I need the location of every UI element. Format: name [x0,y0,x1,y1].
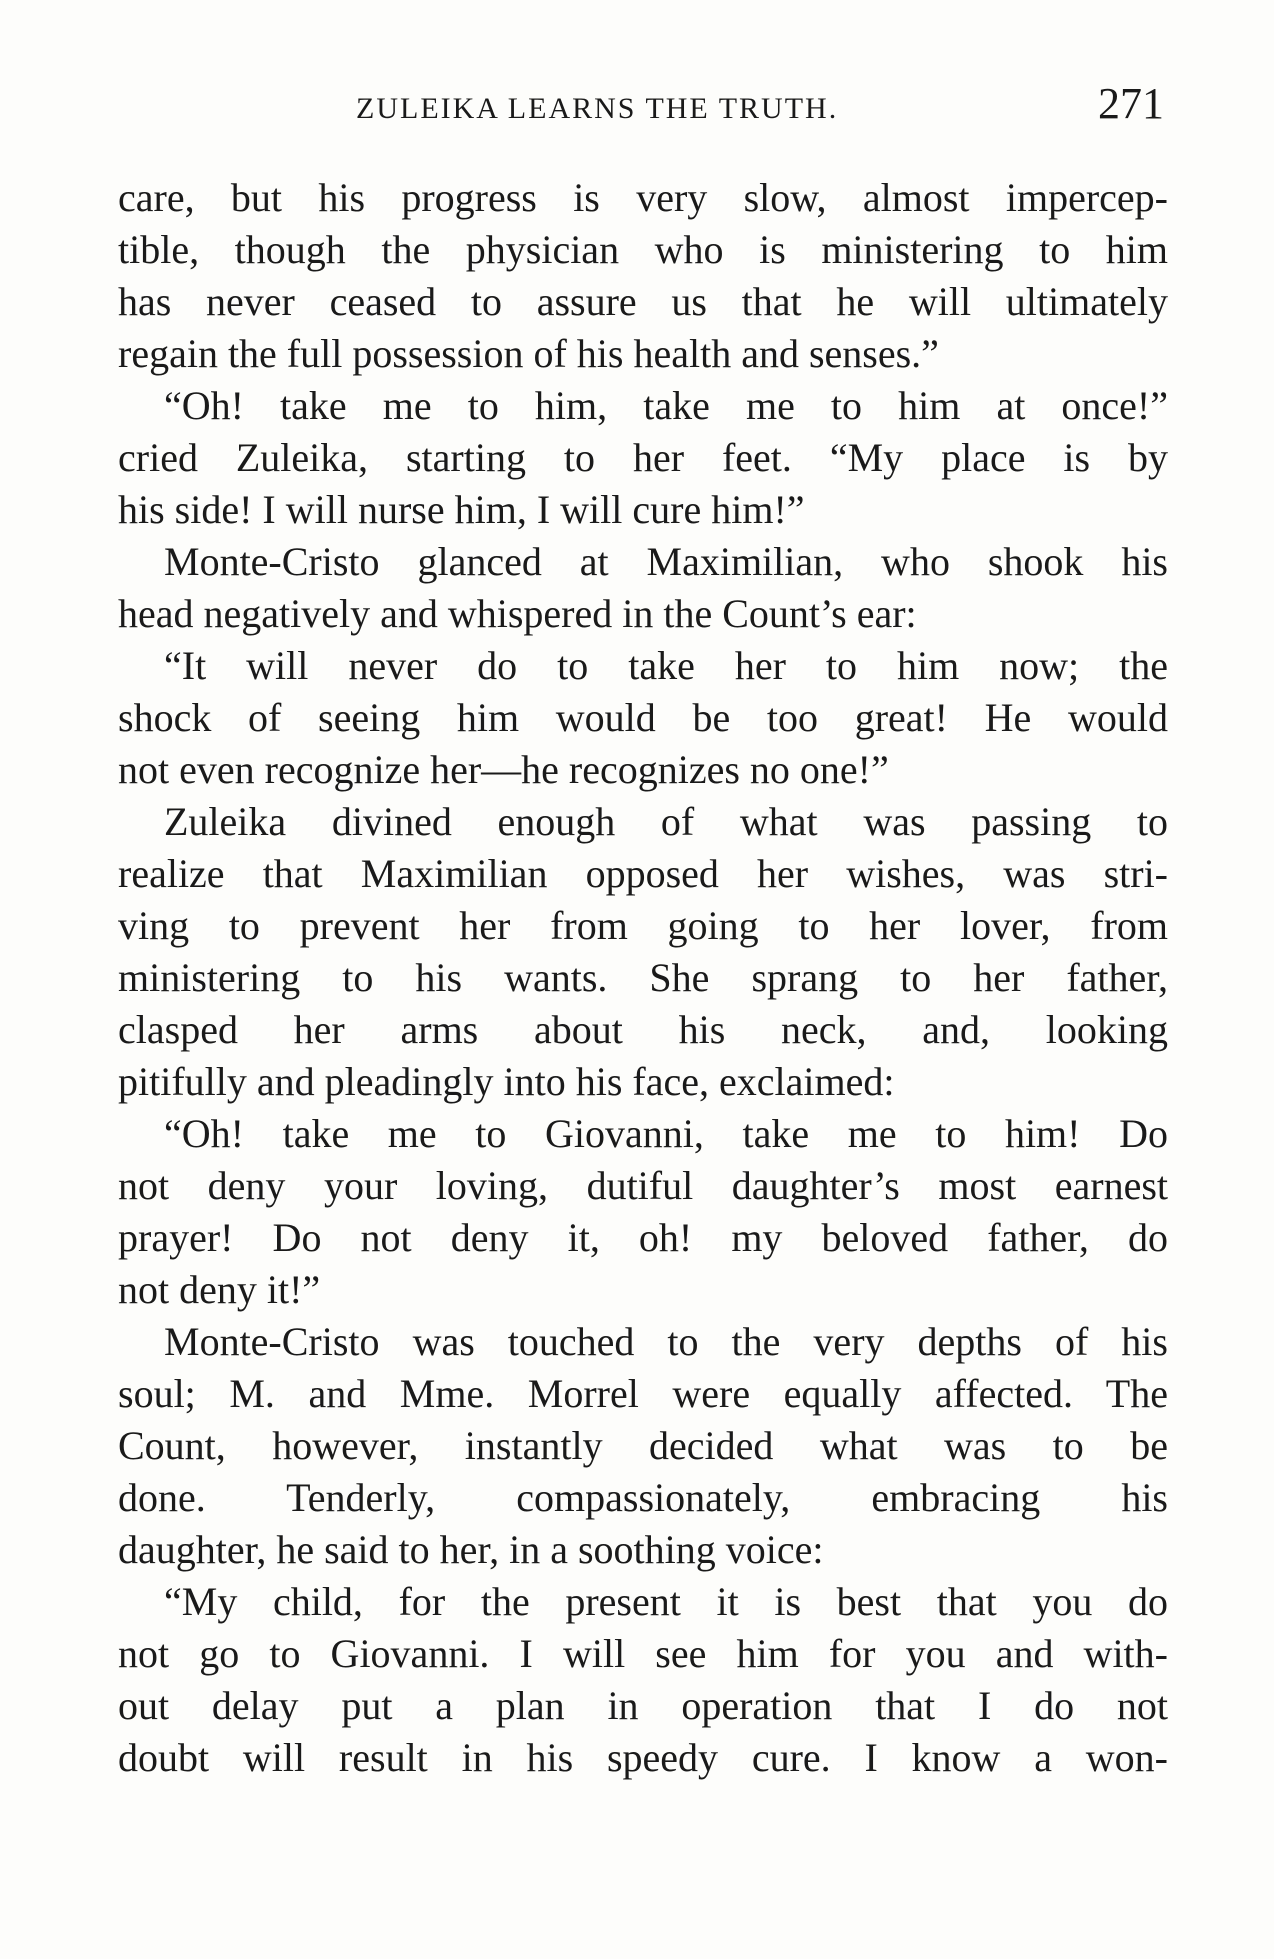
text-line: “Oh! take me to him, take me to him at once!” [164,383,1168,428]
text-line: head negatively and whispered in the Count’s ear: [118,591,917,636]
text-line: soul; M. and Mme. Morrel were equally affected. The [118,1371,1168,1416]
text-line: prayer! Do not deny it, oh! my beloved father, do [118,1215,1168,1260]
text-line: Zuleika divined enough of what was passing to [164,799,1168,844]
running-head [118,78,1168,138]
text-line: “Oh! take me to Giovanni, take me to him! Do [164,1111,1168,1156]
text-line: realize that Maximilian opposed her wishes, was stri- [118,851,1168,896]
text-line: ministering to his wants. She sprang to her father, [118,955,1168,1000]
text-line: “My child, for the present it is best that you do [164,1579,1168,1624]
text-line: tible, though the physician who is ministering to him [118,227,1168,272]
text-line: has never ceased to assure us that he will ultimately [118,279,1168,324]
text-line: out delay put a plan in operation that I do not [118,1683,1168,1728]
text-line: pitifully and pleadingly into his face, exclaimed: [118,1059,895,1104]
text-line: ving to prevent her from going to her lover, from [118,903,1168,948]
text-line: clasped her arms about his neck, and, looking [118,1007,1168,1052]
body-text [118,172,1168,1784]
text-line: not deny your loving, dutiful daughter’s most earnest [118,1163,1168,1208]
text-line: not go to Giovanni. I will see him for you and with- [118,1631,1168,1676]
running-title: ZULEIKA LEARNS THE TRUTH. [356,92,839,125]
text-line: done. Tenderly, compassionately, embracing his [118,1475,1168,1520]
text-line: Monte-Cristo glanced at Maximilian, who shook his [164,539,1168,584]
text-line: cried Zuleika, starting to her feet. “My place is by [118,435,1168,480]
text-line: not even recognize her—he recognizes no one!” [118,747,889,792]
text-line: doubt will result in his speedy cure. I know a won- [118,1735,1168,1780]
text-line: not deny it!” [118,1267,321,1312]
page-number: 271 [1098,79,1164,128]
text-line: “It will never do to take her to him now; the [164,643,1168,688]
text-line: shock of seeing him would be too great! He would [118,695,1168,740]
text-line: his side! I will nurse him, I will cure him!” [118,487,805,532]
text-line: regain the full possession of his health and senses.” [118,331,939,376]
text-line: Monte-Cristo was touched to the very depths of his [164,1319,1168,1364]
text-line: daughter, he said to her, in a soothing voice: [118,1527,824,1572]
text-line: Count, however, instantly decided what was to be [118,1423,1168,1468]
text-line: care, but his progress is very slow, almost impercep- [118,175,1168,220]
